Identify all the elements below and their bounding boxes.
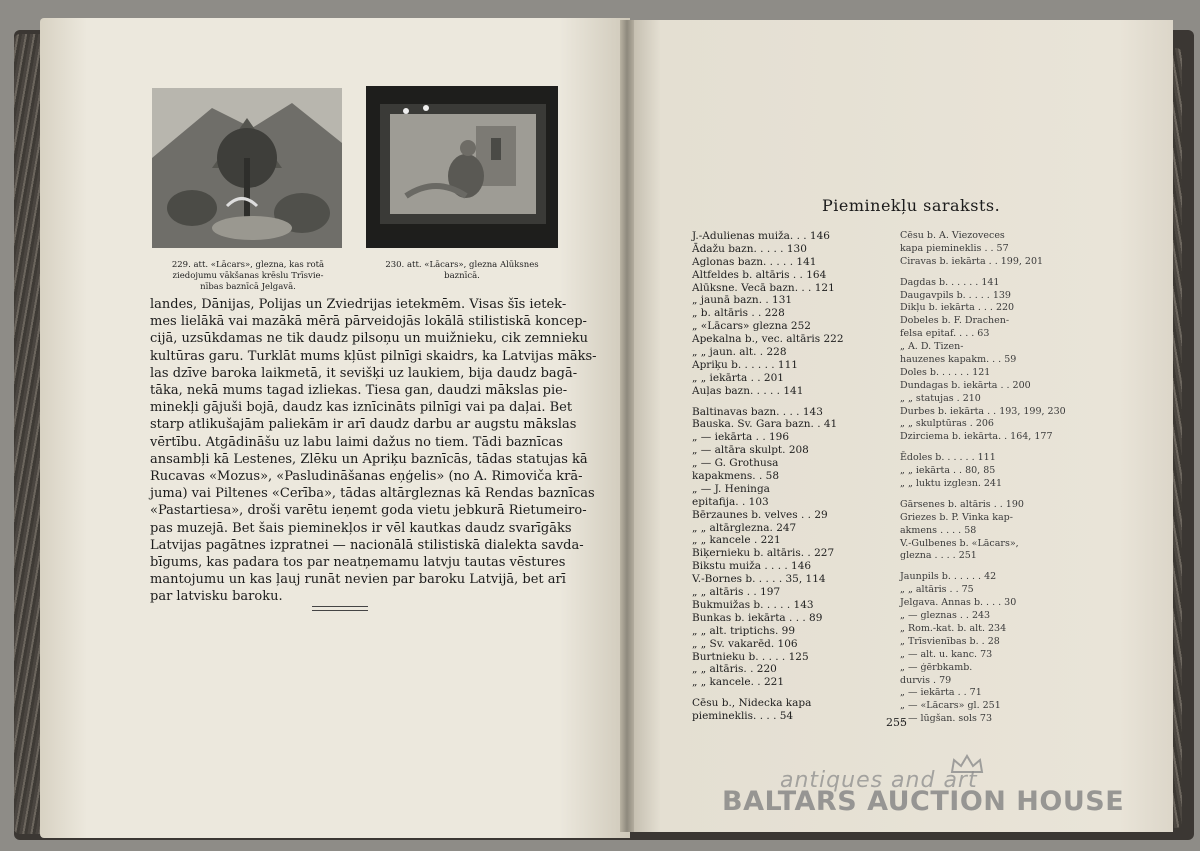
- index-entry: Jaunpils b. . . . . . 42: [900, 571, 997, 583]
- body-line: vērtību. Atgādināšu uz labu laimi dažus no tiem. Tādi baznīcas: [150, 434, 563, 450]
- index-entry: „ — alt. u. kanc. 73: [900, 648, 993, 660]
- index-entry: Bērzaunes b. velves . . 29: [692, 508, 828, 521]
- index-entry: Alūksne. Vecā bazn. . . 121: [692, 281, 835, 294]
- index-entry: [692, 689, 882, 697]
- index-entry: „ — altāra skulpt. 208: [692, 444, 809, 457]
- index-column-2: [900, 230, 1100, 726]
- index-entry: „ — lūgšan. sols 73: [900, 713, 993, 725]
- index-entry: Durbes b. iekārta . . 193, 199, 230: [900, 405, 1066, 417]
- index-entry: Bikstu muiža . . . . 146: [692, 560, 812, 573]
- index-entry: Apriķu b. . . . . . 111: [692, 358, 798, 371]
- body-line: pas muzejā. Bet šais pieminekļos ir vēl kautkas daudz svarīgāks: [150, 520, 572, 536]
- body-line: landes, Dānijas, Polijas un Zviedrijas ietekmēm. Visas šīs ietek-: [150, 297, 567, 312]
- index-entry: „ Trīsvienības b. . 28: [900, 635, 1000, 647]
- index-entry: „ Rom.-kat. b. alt. 234: [900, 622, 1007, 634]
- index-entry: „ b. altāris . . 228: [692, 307, 785, 320]
- index-entry: kapakmens. . 58: [692, 470, 779, 483]
- index-entry: Dundagas b. iekārta . . 200: [900, 379, 1031, 391]
- index-entry: Cēsu b., Nidecka kapa: [692, 697, 812, 710]
- index-entry: Dikļu b. iekārta . . . 220: [900, 302, 1015, 314]
- painting-lacars-jelgava-image: [152, 88, 342, 248]
- index-entry: „ „ iekārta . . 201: [692, 371, 784, 384]
- index-entry: „ — G. Grothusa: [692, 457, 779, 470]
- body-line: starp atlikušajām paliekām ir arī daudz darbu ar augstu mākslas: [150, 417, 577, 433]
- index-column-1: [692, 230, 882, 723]
- index-entry: Dagdas b. . . . . . 141: [900, 276, 1000, 288]
- body-line: Latvijas pagātnes izpratnei — nacionālā stilistiskā dialekta savda-: [150, 537, 584, 553]
- caption-230: [372, 260, 552, 282]
- index-entry: Dobeles b. F. Drachen-: [900, 315, 1010, 327]
- body-line: minekļi gājuši bojā, daudz kas iznīcināts pilnīgi vai pa daļai. Bet: [150, 400, 573, 416]
- index-entry: „ A. D. Tizen-: [900, 341, 964, 353]
- index-entry: Auļas bazn. . . . . 141: [692, 384, 804, 397]
- photo-lacars-jelgava: [152, 88, 342, 248]
- index-entry: Cēsu b. A. Viezoveces: [900, 230, 1005, 241]
- index-entry: [900, 563, 1100, 571]
- index-entry: Gārsenes b. altāris . . 190: [900, 498, 1024, 510]
- caption-line: nības baznīcā Jelgavā.: [200, 282, 296, 292]
- index-entry: „ „ altāris . . 75: [900, 584, 974, 596]
- body-text: [150, 296, 597, 606]
- index-entry: „ „ luktu izgleзn. 241: [900, 478, 1003, 490]
- caption-line: 229. att. «Lācars», glezna, kas rotā: [171, 260, 325, 270]
- index-entry: Ēdoles b. . . . . . 111: [900, 452, 996, 464]
- caption-line: 230. att. «Lācars», glezna Alūksnes: [385, 260, 539, 270]
- index-entry: hauzenes kapakm. . . 59: [900, 354, 1017, 366]
- index-entry: „ — iekārta . . 196: [692, 431, 790, 444]
- index-entry: Ciravas b. iekārta . . 199, 201: [900, 255, 1044, 267]
- page-heading: Pieminekļu saraksts.: [822, 196, 1001, 215]
- index-entry: „ — «Lācars» gl. 251: [900, 700, 1001, 712]
- body-line: juma) vai Piltenes «Cerība», tādas altārgleznas kā Rendas baznīcas: [150, 486, 595, 502]
- section-divider: [312, 606, 368, 611]
- index-entry: Dzirciema b. iekārta. . 164, 177: [900, 431, 1053, 443]
- body-line: ansambļi kā Lestenes, Zlēku un Apriķu baznīcās, tādas statujas kā: [150, 451, 588, 467]
- index-entry: Biķernieku b. altāris. . 227: [692, 547, 835, 560]
- index-entry: [900, 269, 1100, 277]
- index-entry: Aglonas bazn. . . . . 141: [692, 255, 817, 268]
- body-line: Rucavas «Mozus», «Pasludināšanas eņģelis» (no A. Rimoviča krā-: [150, 469, 583, 485]
- index-entry: „ „ iekārta . . 80, 85: [900, 465, 996, 477]
- index-entry: „ „ jaun. alt. . 228: [692, 346, 787, 359]
- body-line: las dzīve baroka laikmetā, it sevišķi uz laukiem, bija daudz bagā-: [150, 365, 578, 381]
- index-entry: „ «Lācars» glezna 252: [692, 320, 811, 333]
- index-entry: „ „ altāris. . 220: [692, 663, 777, 676]
- index-entry: „ — ģērbkamb.: [900, 661, 973, 673]
- index-entry: epitafija. . 103: [692, 495, 769, 508]
- index-entry: durvis . 79: [900, 674, 952, 686]
- body-line: mantojumu un kas ļauj runāt nevien par baroku Latvijā, bet arī: [150, 572, 566, 588]
- index-entry: Bunkas b. iekārta . . . 89: [692, 611, 823, 624]
- index-entry: Baltinavas bazn. . . . 143: [692, 405, 823, 418]
- index-entry: „ „ statujas . 210: [900, 392, 981, 404]
- index-entry: „ — iekārta . . 71: [900, 687, 982, 699]
- index-entry: „ „ altāris . . 197: [692, 586, 781, 599]
- painting-lacars-aluksne-image: [366, 86, 558, 248]
- index-entry: Jelgava. Annas b. . . . 30: [900, 597, 1017, 609]
- body-line: «Pastartiesa», droši varētu ieņemt goda vietu jebkurā Rietumeiro-: [150, 503, 587, 519]
- index-entry: „ — J. Heninga: [692, 482, 770, 495]
- index-entry: Doles b. . . . . . 121: [900, 366, 991, 378]
- index-entry: Bukmuižas b. . . . . 143: [692, 598, 814, 611]
- index-entry: „ „ skulptūras . 206: [900, 418, 994, 430]
- watermark-brand: BALTARS AUCTION HOUSE: [722, 786, 1125, 817]
- index-entry: „ „ Sv. vakarēd. 106: [692, 637, 798, 650]
- body-line: cijā, uzsūkdamas ne tik daudz pilsoņu un muižnieku, cik zemnieku: [150, 331, 589, 347]
- photo-lacars-aluksne: [366, 86, 558, 248]
- index-entry: akmens . . . . 58: [900, 524, 977, 536]
- index-entry: kapa piemineklis . . 57: [900, 242, 1009, 254]
- index-entry: piemineklis. . . . 54: [692, 710, 794, 723]
- index-entry: felsa epitaf. . . . 63: [900, 328, 990, 340]
- caption-line: baznīcā.: [444, 271, 480, 281]
- watermark-tagline: antiques and art: [780, 768, 978, 793]
- index-entry: [692, 398, 882, 406]
- index-entry: glezna . . . . 251: [900, 550, 977, 562]
- caption-229: [158, 260, 338, 293]
- body-line: par latvisku baroku.: [150, 589, 283, 605]
- index-entry: Bauska. Sv. Gara bazn. . 41: [692, 418, 838, 431]
- index-entry: V.-Bornes b. . . . . 35, 114: [692, 573, 826, 586]
- index-entry: Griezes b. P. Vinka kap-: [900, 511, 1013, 523]
- body-line: kultūras garu. Turklāt mums kļūst pilnīgi skaidrs, ka Latvijas māks-: [150, 348, 597, 364]
- index-entry: „ „ kancele. . 221: [692, 676, 784, 689]
- page-number: 255: [886, 716, 907, 729]
- index-entry: J.-Adulienas muiža. . . 146: [692, 230, 830, 242]
- body-line: tāka, nekā mums tagad izliekas. Tiesa gan, daudzi mākslas pie-: [150, 383, 568, 399]
- index-entry: V.-Gulbenes b. «Lācars»,: [900, 537, 1019, 549]
- body-line: mes lielākā vai mazākā mērā pārveidojās lokālā stilistiskā koncep-: [150, 314, 587, 330]
- index-entry: „ — gleznas . . 243: [900, 610, 991, 622]
- index-entry: „ „ kancele . 221: [692, 534, 781, 547]
- index-entry: [900, 491, 1100, 499]
- caption-line: ziedojumu vākšanas krēslu Trīsvie-: [172, 271, 324, 281]
- index-entry: „ jaunā bazn. . 131: [692, 294, 793, 307]
- book-gutter: [620, 20, 634, 832]
- index-entry: Ādažu bazn. . . . . 130: [692, 242, 807, 255]
- index-entry: Apekalna b., vec. altāris 222: [692, 333, 844, 346]
- index-entry: „ „ altārglezna. 247: [692, 521, 797, 534]
- index-entry: „ „ alt. triptichs. 99: [692, 624, 796, 637]
- body-line: bīgums, kas padara tos par neatņemamu latvju tautas vēstures: [150, 555, 566, 571]
- index-entry: Burtnieku b. . . . . 125: [692, 650, 809, 663]
- index-entry: Altfeldes b. altāris . . 164: [692, 268, 827, 281]
- index-entry: Daugavpils b. . . . . 139: [900, 289, 1011, 301]
